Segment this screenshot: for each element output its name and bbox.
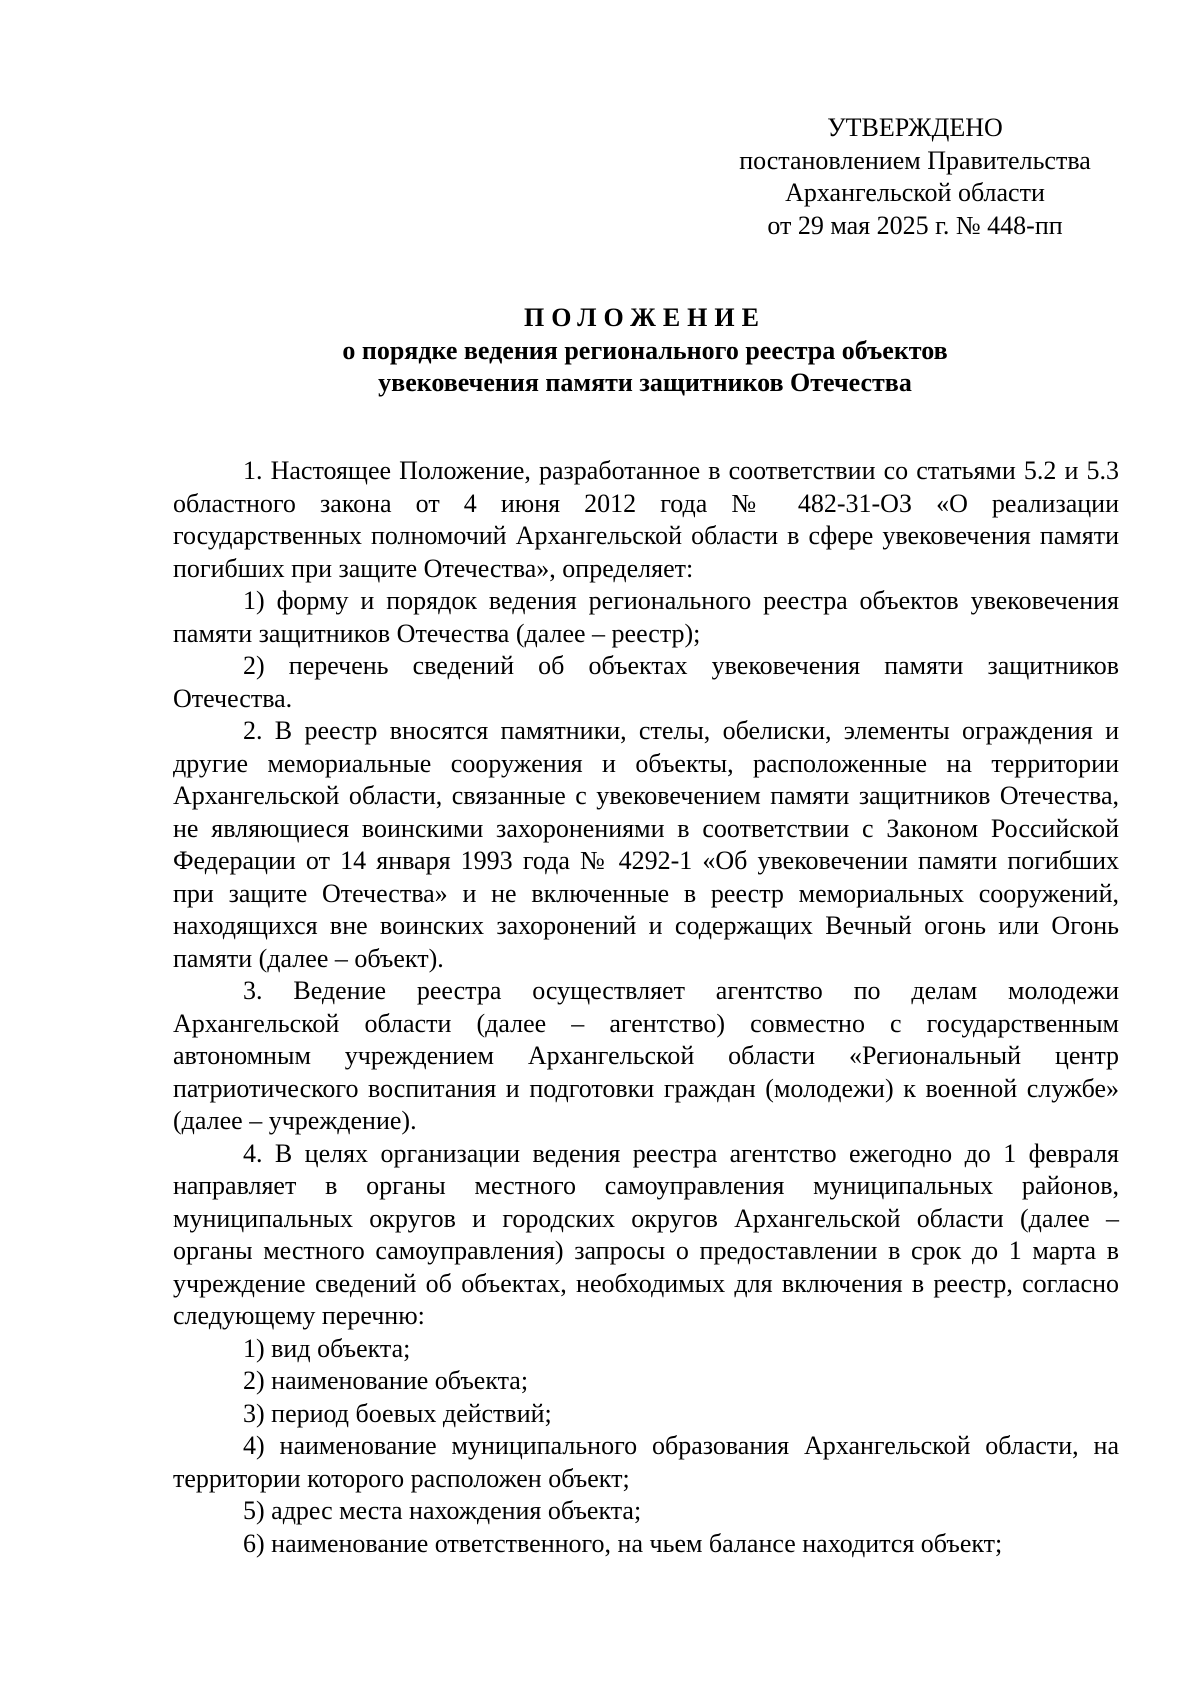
paragraph-1-item-1: 1) форму и порядок ведения регионального реестра объектов увековечения памяти защитников Отечества (далее – реестр); xyxy=(173,586,1119,648)
paragraph-4-item-4: 4) наименование муниципального образования Архангельской области, на территории которого расположен объект; xyxy=(173,1431,1119,1493)
approval-stamp xyxy=(700,112,1130,242)
paragraph-4-item-2: 2) наименование объекта; xyxy=(243,1366,529,1395)
title-subtitle-line-1: о порядке ведения регионального реестра объектов xyxy=(342,335,948,365)
paragraph-3: 3. Ведение реестра осуществляет агентство по делам молодежи Архангельской области (далее – агентство) совместно с государственным автономным учреждением Архангельской области «Региональный центр патриотического воспитания и подготовки граждан (молодежи) к военной службе» (далее – учреждение). xyxy=(173,976,1119,1135)
document-title xyxy=(150,302,1140,400)
paragraph-2: 2. В реестр вносятся памятники, стелы, обелиски, элементы ограждения и другие мемориальные сооружения и объекты, расположенные на территории Архангельской области, связанные с увековечением памяти защитников Отечества, не являющиеся воинскими захоронениями в соответствии с Законом Российской Федерации от 14 января 1993 года № 4292-1 «Об увековечении памяти погибших при защите Отечества» и не включенные в реестр мемориальных сооружений, находящихся вне воинских захоронений и содержащих Вечный огонь или Огонь памяти (далее – объект). xyxy=(173,716,1119,973)
paragraph-4-item-5: 5) адрес места нахождения объекта; xyxy=(243,1496,642,1525)
approval-authority: постановлением Правительства xyxy=(739,145,1091,175)
paragraph-1: 1. Настоящее Положение, разработанное в соответствии со статьями 5.2 и 5.3 областного закона от 4 июня 2012 года № 482-31-ОЗ «О реализации государственных полномочий Архангельской области в сфере увековечения памяти погибших при защите Отечества», определяет: xyxy=(173,456,1119,583)
approval-date: от 29 мая 2025 г. № 448-пп xyxy=(767,210,1063,240)
paragraph-4-item-6: 6) наименование ответственного, на чьем балансе находится объект; xyxy=(243,1528,1003,1558)
approval-region: Архангельской области xyxy=(785,178,1045,207)
paragraph-4-item-3: 3) период боевых действий; xyxy=(243,1398,552,1428)
paragraph-4-item-1: 1) вид объекта; xyxy=(243,1333,411,1363)
paragraph-1-item-2: 2) перечень сведений об объектах увековечения памяти защитников Отечества. xyxy=(173,651,1119,713)
paragraph-4: 4. В целях организации ведения реестра агентство ежегодно до 1 февраля направляет в органы местного самоуправления муниципальных районов, муниципальных округов и городских округов Архангельской области (далее – органы местного самоуправления) запросы о предоставлении в срок до 1 марта в учреждение сведений об объектах, необходимых для включения в реестр, согласно следующему перечню: xyxy=(173,1138,1119,1330)
title-subtitle-line-2: увековечения памяти защитников Отечества xyxy=(378,368,912,397)
approval-status: УТВЕРЖДЕНО xyxy=(827,113,1003,142)
title-main: ПОЛОЖЕНИЕ xyxy=(524,303,766,332)
document-body xyxy=(173,455,1119,1560)
